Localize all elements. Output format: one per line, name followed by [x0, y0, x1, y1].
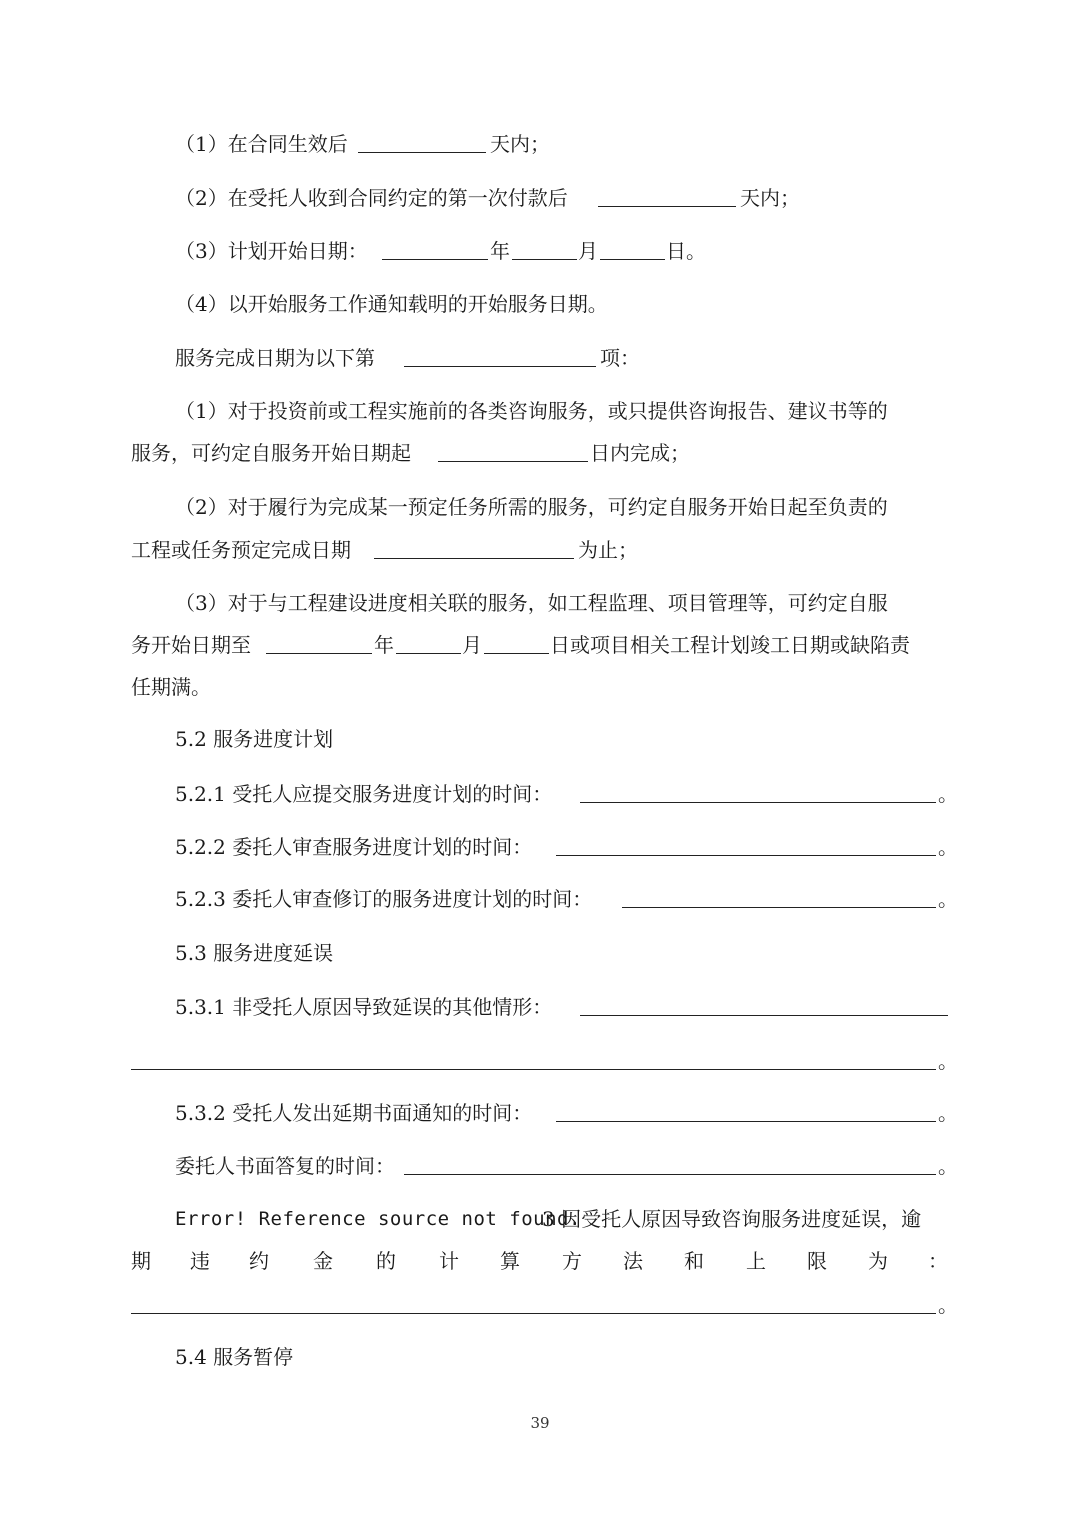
period-mark: 。 — [938, 1154, 958, 1178]
month-label: 月 — [462, 633, 482, 657]
completion-intro-suffix: 项： — [600, 346, 640, 370]
clause-text: 5.3.2 受托人发出延期书面通知的时间： — [175, 1101, 533, 1125]
year-label: 年 — [490, 239, 510, 263]
clause-text: 5.3.1 非受托人原因导致延误的其他情形： — [175, 995, 553, 1019]
paragraph-text: 为止； — [578, 538, 638, 562]
blank-field — [622, 907, 936, 908]
start-option-4-text: （4）以开始服务工作通知载明的开始服务日期。 — [175, 292, 608, 316]
month-label: 月 — [578, 239, 598, 263]
completion-item-1-line-2 — [0, 433, 1080, 473]
blank-field — [374, 558, 574, 559]
justified-char: 约 — [249, 1249, 269, 1273]
completion-intro-text: 服务完成日期为以下第 — [175, 346, 375, 370]
start-option-1-text: （1）在合同生效后 — [175, 132, 348, 156]
justified-char: ： — [928, 1249, 948, 1273]
justified-char: 和 — [684, 1249, 704, 1273]
justified-char: 限 — [807, 1249, 827, 1273]
blank-field — [438, 461, 588, 462]
paragraph-text: （3）对于与工程建设进度相关联的服务，如工程监理、项目管理等，可约定自服 — [175, 591, 888, 615]
blank-field — [131, 1313, 936, 1314]
error-reference-text: Error! Reference source not found. — [175, 1208, 581, 1230]
clause-5-3-2 — [0, 1093, 1080, 1133]
paragraph-text: 日内完成； — [590, 441, 690, 465]
section-heading-5-3 — [0, 933, 1080, 973]
justified-char: 算 — [500, 1249, 520, 1273]
period-mark: 。 — [938, 1049, 958, 1073]
year-label: 年 — [374, 633, 394, 657]
blank-field — [484, 653, 549, 654]
justified-char: 期 — [131, 1249, 151, 1273]
clause-text: 5.2.1 受托人应提交服务进度计划的时间： — [175, 782, 553, 806]
section-heading-5-4 — [0, 1337, 1080, 1377]
penalty-blank-line — [0, 1285, 1080, 1325]
blank-field — [358, 152, 486, 153]
completion-item-1-line-1 — [0, 391, 1080, 431]
period-mark: 。 — [938, 887, 958, 911]
start-option-1 — [0, 124, 1080, 164]
justified-char: 上 — [746, 1249, 766, 1273]
clause-text: 5.2.2 委托人审查服务进度计划的时间： — [175, 835, 533, 859]
start-option-2-text: （2）在受托人收到合同约定的第一次付款后 — [175, 186, 568, 210]
page-number: 39 — [530, 1414, 550, 1432]
penalty-line — [0, 1241, 1080, 1281]
section-heading-text: 5.4 服务暂停 — [175, 1345, 294, 1369]
completion-item-2-line-1 — [0, 487, 1080, 527]
completion-item-3-line-2 — [0, 625, 1080, 665]
start-option-4 — [0, 284, 1080, 324]
blank-field — [131, 1069, 936, 1070]
start-option-2 — [0, 178, 1080, 218]
reply-time — [0, 1146, 1080, 1186]
completion-item-2-line-2 — [0, 530, 1080, 570]
section-heading-5-2 — [0, 719, 1080, 759]
blank-field — [404, 366, 596, 367]
error-reference-line — [0, 1199, 1080, 1239]
justified-char: 的 — [376, 1249, 396, 1273]
justified-char: 金 — [313, 1249, 333, 1273]
period-mark: 。 — [938, 835, 958, 859]
blank-field — [600, 259, 665, 260]
clause-text: 5.2.3 委托人审查修订的服务进度计划的时间： — [175, 887, 593, 911]
section-heading-text: 5.3 服务进度延误 — [175, 941, 334, 965]
paragraph-text: 务开始日期至 — [131, 633, 251, 657]
paragraph-text: 服务，可约定自服务开始日期起 — [131, 441, 411, 465]
justified-char: 计 — [439, 1249, 459, 1273]
blank-field — [266, 653, 372, 654]
blank-field — [580, 1015, 948, 1016]
justified-char: 违 — [190, 1249, 210, 1273]
blank-field — [382, 259, 488, 260]
period-mark: 。 — [938, 1101, 958, 1125]
paragraph-text: （1）对于投资前或工程实施前的各类咨询服务，或只提供咨询报告、建议书等的 — [175, 399, 888, 423]
paragraph-text: （2）对于履行为完成某一预定任务所需的服务，可约定自服务开始日起至负责的 — [175, 495, 888, 519]
completion-item-3-line-3 — [0, 667, 1080, 707]
blank-field — [556, 1121, 936, 1122]
period-mark: 。 — [938, 782, 958, 806]
clause-text: 委托人书面答复的时间： — [175, 1154, 395, 1178]
paragraph-text: 工程或任务预定完成日期 — [131, 538, 351, 562]
justified-char: 方 — [562, 1249, 582, 1273]
blank-field — [404, 1174, 936, 1175]
period-mark: 。 — [938, 1293, 958, 1317]
clause-5-2-1 — [0, 774, 1080, 814]
justified-char: 法 — [623, 1249, 643, 1273]
start-option-1-suffix: 天内； — [490, 132, 550, 156]
paragraph-text: 3 因受托人原因导致咨询服务进度延误，逾 — [542, 1207, 922, 1231]
blank-field — [580, 802, 936, 803]
clause-5-2-3 — [0, 879, 1080, 919]
clause-5-3-1-continuation — [0, 1041, 1080, 1081]
blank-field — [556, 855, 936, 856]
clause-5-3-1 — [0, 987, 1080, 1027]
blank-field — [512, 259, 577, 260]
start-option-3 — [0, 231, 1080, 271]
clause-5-2-2 — [0, 827, 1080, 867]
paragraph-text: 任期满。 — [131, 675, 211, 699]
start-option-2-suffix: 天内； — [740, 186, 800, 210]
start-option-3-text: （3）计划开始日期： — [175, 239, 368, 263]
section-heading-text: 5.2 服务进度计划 — [175, 727, 334, 751]
paragraph-text: 日或项目相关工程计划竣工日期或缺陷责 — [550, 633, 910, 657]
blank-field — [396, 653, 461, 654]
completion-intro — [0, 338, 1080, 378]
justified-char: 为 — [868, 1249, 888, 1273]
day-label: 日。 — [666, 239, 706, 263]
blank-field — [598, 206, 736, 207]
completion-item-3-line-1 — [0, 583, 1080, 623]
